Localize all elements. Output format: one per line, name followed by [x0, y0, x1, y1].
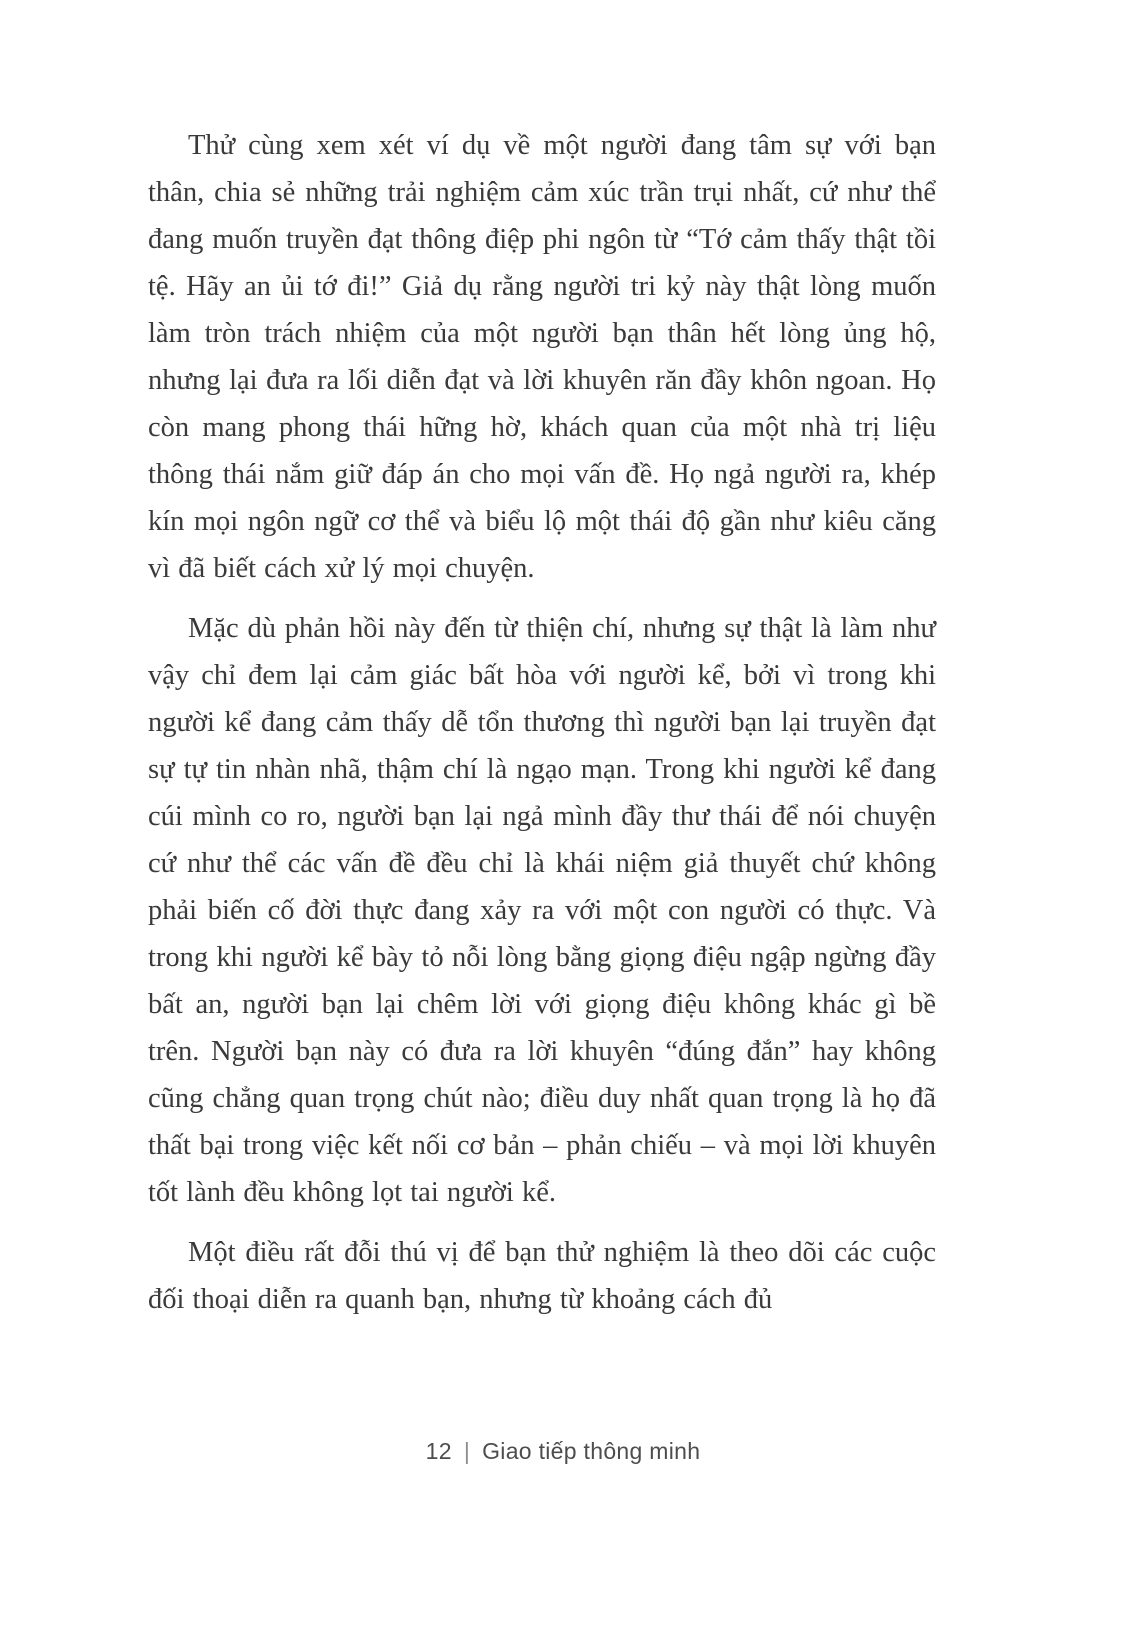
book-title: Giao tiếp thông minh: [482, 1438, 701, 1464]
paragraph-1: Thử cùng xem xét ví dụ về một người đang tâm sự với bạn thân, chia sẻ những trải nghiệm cảm xúc trần trụi nhất, cứ như thể đang muốn truyền đạt thông điệp phi ngôn từ “Tớ cảm thấy thật tồi tệ. Hãy an ủi tớ đi!” Giả dụ rằng người tri kỷ này thật lòng muốn làm tròn trách nhiệm của một người bạn thân hết lòng ủng hộ, nhưng lại đưa ra lối diễn đạt và lời khuyên răn đầy khôn ngoan. Họ còn mang phong thái hững hờ, khách quan của một nhà trị liệu thông thái nắm giữ đáp án cho mọi vấn đề. Họ ngả người ra, khép kín mọi ngôn ngữ cơ thể và biểu lộ một thái độ gần như kiêu căng vì đã biết cách xử lý mọi chuyện.: [148, 130, 936, 584]
paragraph-3: Một điều rất đỗi thú vị để bạn thử nghiệm là theo dõi các cuộc đối thoại diễn ra quanh bạn, nhưng từ khoảng cách đủ: [148, 1237, 936, 1315]
page-footer: [0, 1438, 1126, 1465]
page-body: [148, 122, 936, 1336]
paragraph-2: Mặc dù phản hồi này đến từ thiện chí, nhưng sự thật là làm như vậy chỉ đem lại cảm giác bất hòa với người kể, bởi vì trong khi người kể đang cảm thấy dễ tổn thương thì người bạn lại truyền đạt sự tự tin nhàn nhã, thậm chí là ngạo mạn. Trong khi người kể đang cúi mình co ro, người bạn lại ngả mình đầy thư thái để nói chuyện cứ như thể các vấn đề đều chỉ là khái niệm giả thuyết chứ không phải biến cố đời thực đang xảy ra với một con người có thực. Và trong khi người kể bày tỏ nỗi lòng bằng giọng điệu ngập ngừng đầy bất an, người bạn lại chêm lời với giọng điệu không khác gì bề trên. Người bạn này có đưa ra lời khuyên “đúng đắn” hay không cũng chẳng quan trọng chút nào; điều duy nhất quan trọng là họ đã thất bại trong việc kết nối cơ bản – phản chiếu – và mọi lời khuyên tốt lành đều không lọt tai người kể.: [148, 613, 936, 1208]
footer-separator: |: [463, 1438, 471, 1464]
page-number: 12: [425, 1438, 452, 1464]
